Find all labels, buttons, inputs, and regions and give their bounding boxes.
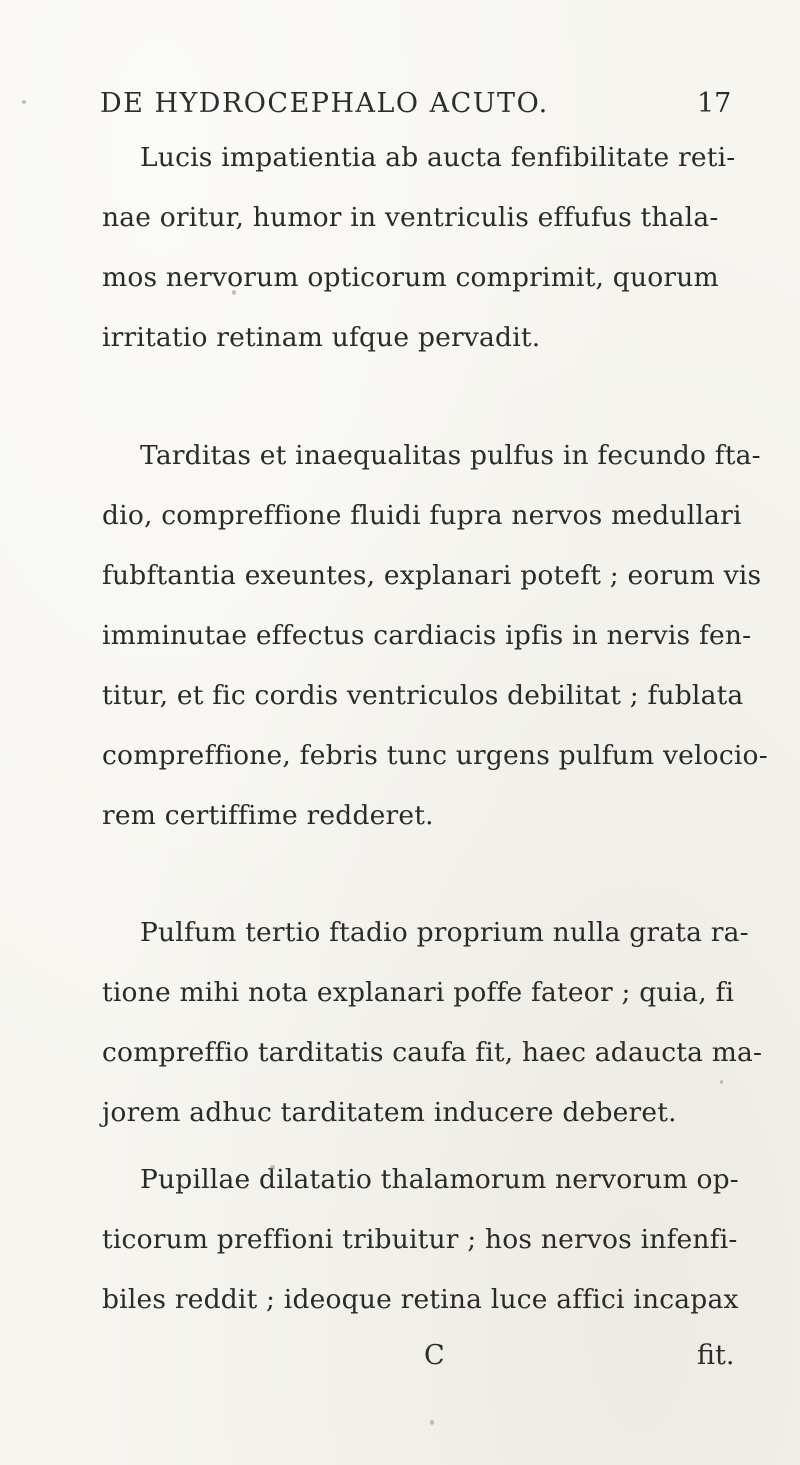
paragraph-4-line-1: Pupillae dilatatio thalamorum nervorum op- [140,1164,739,1195]
paragraph-4-line-3: biles reddit ; ideoque retina luce affici incapax [102,1284,739,1315]
paragraph-2-line-1: Tarditas et inaequalitas pulfus in fecundo fta- [140,440,761,471]
paragraph-3-line-4: jorem adhuc tarditatem inducere deberet. [102,1097,677,1128]
paragraph-2-line-5: titur, et fic cordis ventriculos debilitat ; fublata [102,680,744,711]
paragraph-2-line-2: dio, compreffione fluidi fupra nervos medullari [102,500,742,531]
paper-speck [22,100,26,104]
paragraph-3-line-1: Pulfum tertio ftadio proprium nulla grata ra- [140,917,749,948]
paragraph-3-line-2: tione mihi nota explanari poffe fateor ; quia, fi [102,977,735,1008]
paper-speck [270,1165,275,1170]
paragraph-2-line-7: rem certiffime redderet. [102,800,434,831]
paragraph-2-line-6: compreffione, febris tunc urgens pulfum velocio- [102,740,768,771]
paragraph-2-line-4: imminutae effectus cardiacis ipfis in nervis fen- [102,620,752,651]
paragraph-1-line-2: nae oritur, humor in ventriculis effufus thala- [102,202,719,233]
catchword: fit. [697,1340,735,1371]
page-number: 17 [697,88,732,119]
paragraph-3-line-3: compreffio tarditatis caufa fit, haec adaucta ma- [102,1037,763,1068]
paper-speck [720,1080,723,1084]
paper-speck [430,1420,434,1425]
paragraph-2-line-3: fubftantia exeuntes, explanari poteft ; eorum vis [102,560,762,591]
running-head: DE HYDROCEPHALO ACUTO. [100,88,549,119]
paragraph-1-line-3: mos nervorum opticorum comprimit, quorum [102,262,719,293]
signature-mark: C [424,1340,445,1371]
paragraph-1-line-1: Lucis impatientia ab aucta fenfibilitate reti- [140,142,736,173]
paper-speck [232,290,236,295]
paragraph-1-line-4: irritatio retinam ufque pervadit. [102,322,541,353]
paragraph-4-line-2: ticorum preffioni tribuitur ; hos nervos infenfi- [102,1224,738,1255]
